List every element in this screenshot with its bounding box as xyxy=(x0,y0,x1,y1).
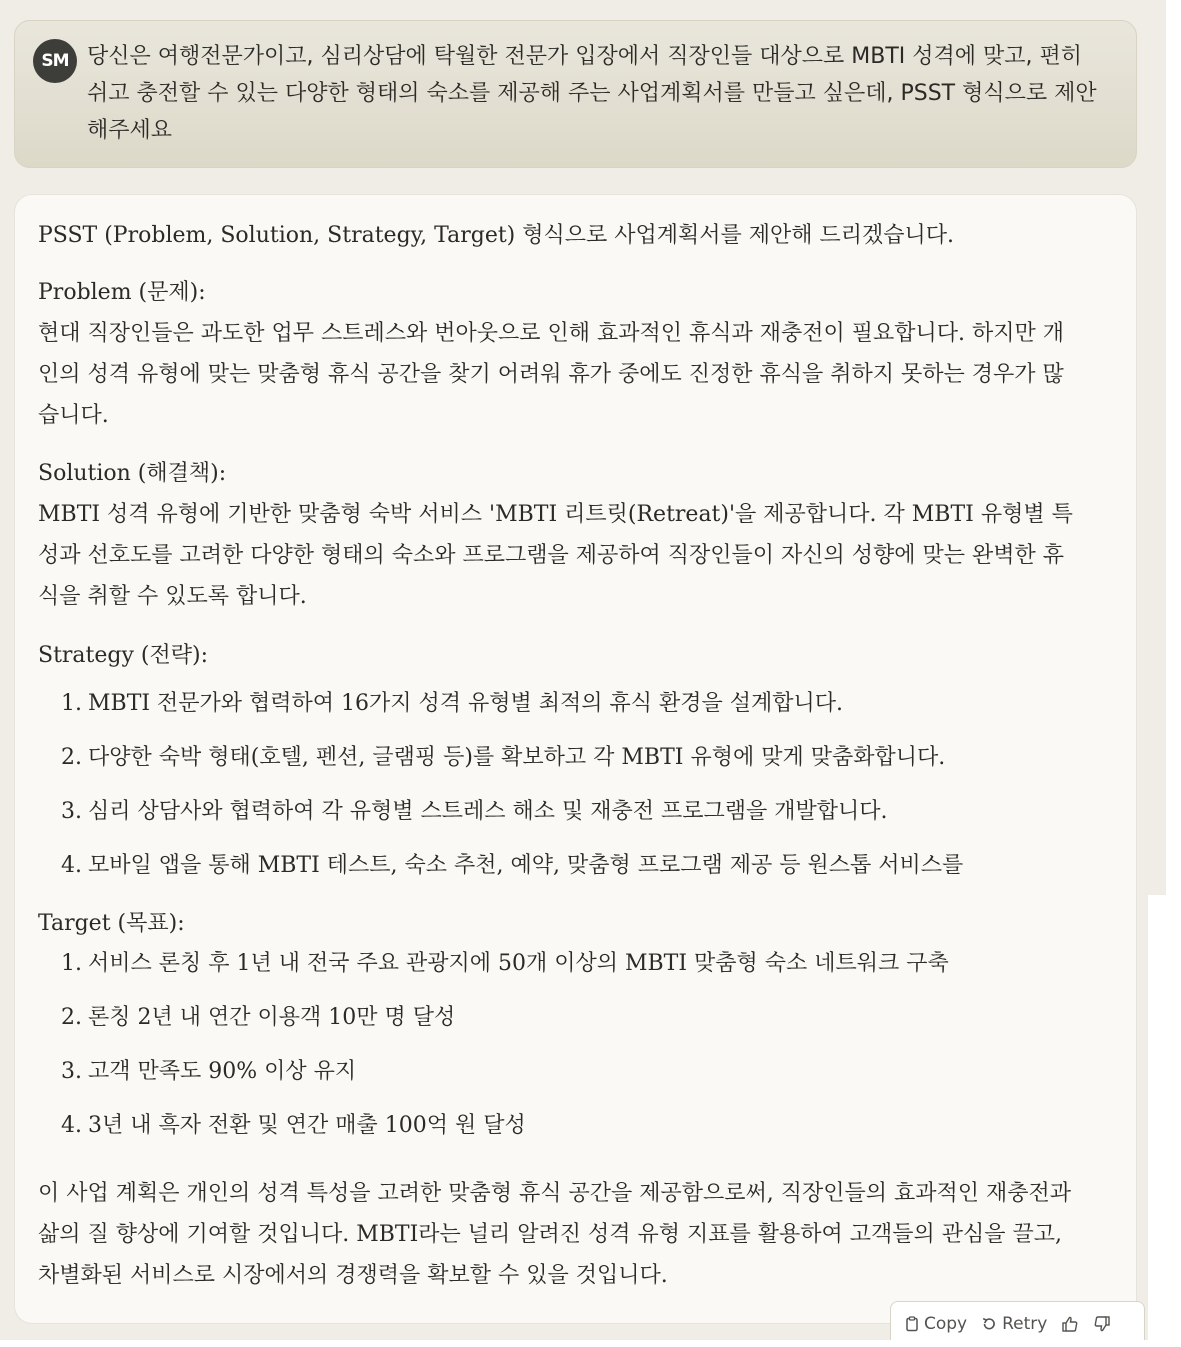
list-item xyxy=(38,731,1078,785)
list-item-text: 모바일 앱을 통해 MBTI 테스트, 숙소 추천, 예약, 맞춤형 프로그램 제공 등 원스톱 서비스를 xyxy=(88,853,964,878)
list-item-number: 4. xyxy=(61,1113,82,1138)
copy-button[interactable] xyxy=(905,1314,967,1334)
screenshot-edge xyxy=(0,1340,1181,1347)
conclusion-text: 이 사업 계획은 개인의 성격 특성을 고려한 맞춤형 휴식 공간을 제공함으로써, 직장인들의 효과적인 재충전과 삶의 질 향상에 기여할 것입니다. MBTI라는 널리 알려진 성격 유형 지표를 활용하여 고객들의 관심을 끌고, 차별화된 서비스로 시장에서의 경쟁력을 확보할 수 있을 것입니다. xyxy=(38,1181,1071,1288)
list-item-text: 서비스 론칭 후 1년 내 전국 주요 관광지에 50개 이상의 MBTI 맞춤형 숙소 네트워크 구축 xyxy=(88,951,949,976)
problem-section xyxy=(38,272,1078,436)
list-item-number: 1. xyxy=(61,691,82,716)
list-item-text: 론칭 2년 내 연간 이용객 10만 명 달성 xyxy=(88,1005,456,1030)
list-item-text: 3년 내 흑자 전환 및 연간 매출 100억 원 달성 xyxy=(88,1113,526,1138)
list-item-text: MBTI 전문가와 협력하여 16가지 성격 유형별 최적의 휴식 환경을 설계합니다. xyxy=(88,691,844,716)
thumbs-up-icon xyxy=(1061,1315,1079,1333)
list-item-text: 심리 상담사와 협력하여 각 유형별 스트레스 해소 및 재충전 프로그램을 개발합니다. xyxy=(88,799,888,824)
conclusion-section xyxy=(38,1173,1078,1296)
list-item-number: 4. xyxy=(61,853,82,878)
list-item xyxy=(38,785,1078,839)
user-avatar: SM xyxy=(33,39,77,83)
copy-label: Copy xyxy=(924,1314,968,1334)
list-item-text: 다양한 숙박 형태(호텔, 펜션, 글램핑 등)를 확보하고 각 MBTI 유형에 맞게 맞춤화합니다. xyxy=(88,745,946,770)
thumbs-down-icon xyxy=(1093,1315,1111,1333)
retry-icon xyxy=(981,1316,997,1332)
list-item-text: 고객 만족도 90% 이상 유지 xyxy=(88,1059,357,1084)
problem-heading: Problem (문제): xyxy=(38,280,206,305)
list-item xyxy=(38,839,1078,893)
solution-heading: Solution (해결책): xyxy=(38,461,227,486)
strategy-list xyxy=(38,677,1078,893)
list-item xyxy=(38,1045,1078,1099)
intro-text: PSST (Problem, Solution, Strategy, Target) 형식으로 사업계획서를 제안해 드리겠습니다. xyxy=(38,223,955,248)
screenshot-edge xyxy=(1166,0,1181,895)
target-heading: Target (목표): xyxy=(38,911,185,936)
thumbs-down-button[interactable] xyxy=(1093,1315,1111,1333)
user-message-text: 당신은 여행전문가이고, 심리상담에 탁월한 전문가 입장에서 직장인들 대상으로 MBTI 성격에 맞고, 편히 쉬고 충전할 수 있는 다양한 형태의 숙소를 제공해 주는 사업계획서를 만들고 싶은데, PSST 형식으로 제안해주세요 xyxy=(87,44,1097,143)
list-item xyxy=(38,937,1078,991)
list-item-number: 2. xyxy=(61,745,82,770)
problem-body: 현대 직장인들은 과도한 업무 스트레스와 번아웃으로 인해 효과적인 휴식과 재충전이 필요합니다. 하지만 개인의 성격 유형에 맞는 맞춤형 휴식 공간을 찾기 어려워 휴가 중에도 진정한 휴식을 취하지 못하는 경우가 많습니다. xyxy=(38,321,1065,428)
solution-body: MBTI 성격 유형에 기반한 맞춤형 숙박 서비스 'MBTI 리트릿(Retreat)'을 제공합니다. 각 MBTI 유형별 특성과 선호도를 고려한 다양한 형태의 숙소와 프로그램을 제공하여 직장인들이 자신의 성향에 맞는 완벽한 휴식을 취할 수 있도록 합니다. xyxy=(38,502,1073,609)
thumbs-up-button[interactable] xyxy=(1061,1315,1079,1333)
list-item-number: 3. xyxy=(61,1059,82,1084)
screenshot-edge xyxy=(1148,895,1181,1347)
list-item-number: 2. xyxy=(61,1005,82,1030)
user-message xyxy=(14,20,1137,168)
retry-label: Retry xyxy=(1002,1314,1048,1334)
list-item-number: 3. xyxy=(61,799,82,824)
list-item xyxy=(38,677,1078,731)
retry-button[interactable] xyxy=(981,1314,1047,1334)
strategy-section xyxy=(38,635,1098,909)
list-item-number: 1. xyxy=(61,951,82,976)
clipboard-icon xyxy=(905,1316,919,1332)
solution-section xyxy=(38,453,1078,617)
target-section xyxy=(38,903,1078,1138)
list-item xyxy=(38,1099,1078,1153)
list-item xyxy=(38,991,1078,1045)
target-list xyxy=(38,937,1078,1153)
strategy-heading: Strategy (전략): xyxy=(38,643,208,668)
assistant-message xyxy=(14,194,1137,1324)
